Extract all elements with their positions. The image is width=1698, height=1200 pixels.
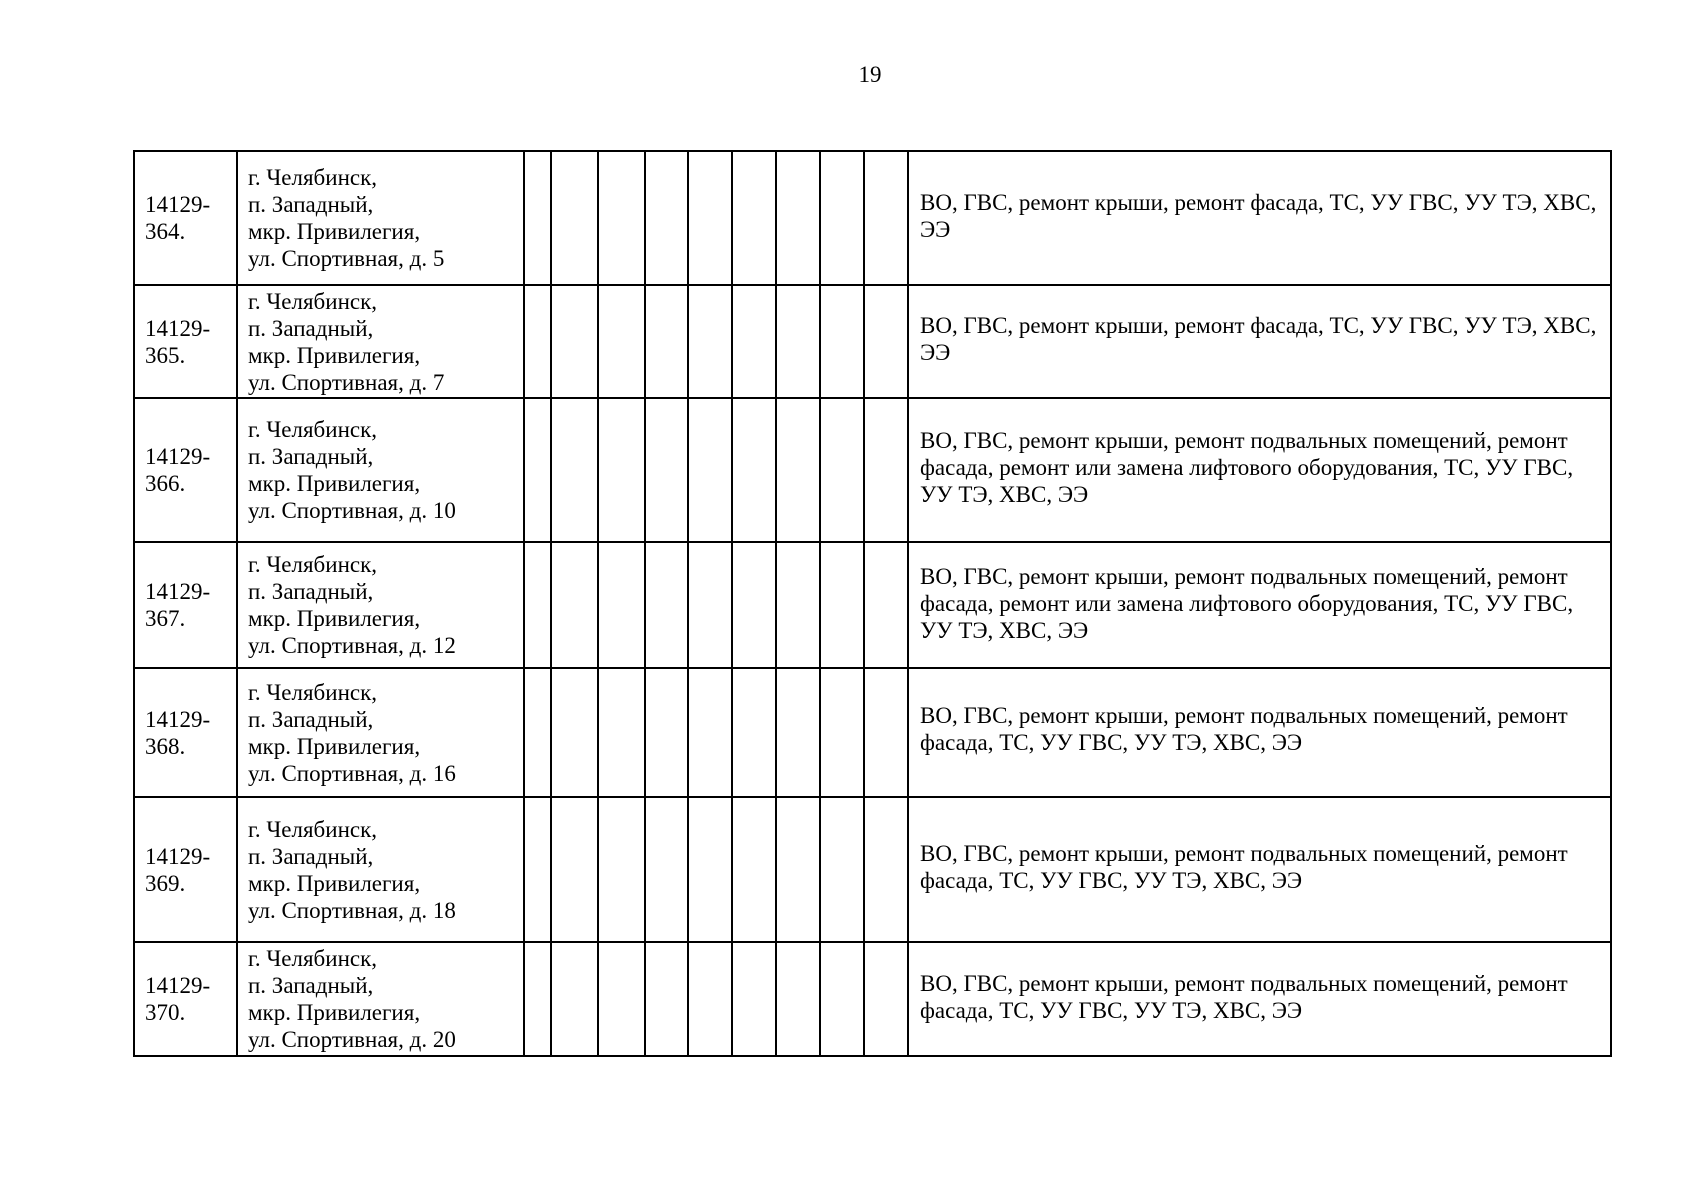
empty-cell xyxy=(820,285,864,398)
empty-cell xyxy=(864,542,908,668)
empty-cell xyxy=(645,285,688,398)
empty-cell xyxy=(551,542,598,668)
row-works: ВО, ГВС, ремонт крыши, ремонт подвальных помещений, ремонт фасада, ТС, УУ ГВС, УУ ТЭ, ХВС, ЭЭ xyxy=(920,703,1568,755)
empty-cell xyxy=(688,668,732,797)
empty-cell xyxy=(864,668,908,797)
row-works-cell xyxy=(908,797,1611,942)
row-works: ВО, ГВС, ремонт крыши, ремонт подвальных помещений, ремонт фасада, ремонт или замена лифтового оборудования, ТС, УУ ГВС, УУ ТЭ, ХВС, ЭЭ xyxy=(920,564,1574,643)
row-works-cell xyxy=(908,542,1611,668)
row-address: г. Челябинск, п. Западный, мкр. Привилегия, ул. Спортивная, д. 5 xyxy=(237,151,524,285)
row-address: г. Челябинск, п. Западный, мкр. Привилегия, ул. Спортивная, д. 18 xyxy=(237,797,524,942)
empty-cell xyxy=(732,151,776,285)
empty-cell xyxy=(688,398,732,542)
table-row xyxy=(134,151,1611,285)
empty-cell xyxy=(551,398,598,542)
empty-cell xyxy=(551,668,598,797)
empty-cell xyxy=(776,398,820,542)
row-address: г. Челябинск, п. Западный, мкр. Привилегия, ул. Спортивная, д. 16 xyxy=(237,668,524,797)
empty-cell xyxy=(820,542,864,668)
empty-cell xyxy=(645,398,688,542)
empty-cell xyxy=(732,398,776,542)
empty-cell xyxy=(598,668,645,797)
empty-cell xyxy=(776,151,820,285)
empty-cell xyxy=(688,797,732,942)
empty-cell xyxy=(864,285,908,398)
empty-cell xyxy=(645,542,688,668)
table-row xyxy=(134,398,1611,542)
empty-cell xyxy=(864,942,908,1056)
empty-cell xyxy=(598,285,645,398)
empty-cell xyxy=(776,942,820,1056)
row-works-cell xyxy=(908,285,1611,398)
empty-cell xyxy=(598,398,645,542)
empty-cell xyxy=(864,797,908,942)
row-works-cell xyxy=(908,398,1611,542)
empty-cell xyxy=(864,151,908,285)
empty-cell xyxy=(524,542,551,668)
empty-cell xyxy=(820,398,864,542)
empty-cell xyxy=(688,942,732,1056)
row-works-cell xyxy=(908,151,1611,285)
empty-cell xyxy=(732,942,776,1056)
empty-cell xyxy=(732,797,776,942)
row-number: 14129- 368. xyxy=(134,668,237,797)
row-works: ВО, ГВС, ремонт крыши, ремонт фасада, ТС, УУ ГВС, УУ ТЭ, ХВС, ЭЭ xyxy=(920,313,1597,365)
empty-cell xyxy=(645,942,688,1056)
empty-cell xyxy=(598,942,645,1056)
row-number: 14129- 370. xyxy=(134,942,237,1056)
empty-cell xyxy=(598,797,645,942)
empty-cell xyxy=(598,151,645,285)
empty-cell xyxy=(645,797,688,942)
row-works-cell xyxy=(908,942,1611,1056)
empty-cell xyxy=(776,668,820,797)
empty-cell xyxy=(820,942,864,1056)
empty-cell xyxy=(645,668,688,797)
empty-cell xyxy=(688,151,732,285)
row-number: 14129- 369. xyxy=(134,797,237,942)
empty-cell xyxy=(524,942,551,1056)
row-address: г. Челябинск, п. Западный, мкр. Привилегия, ул. Спортивная, д. 20 xyxy=(237,942,524,1056)
table-row xyxy=(134,668,1611,797)
row-address: г. Челябинск, п. Западный, мкр. Привилегия, ул. Спортивная, д. 12 xyxy=(237,542,524,668)
empty-cell xyxy=(688,285,732,398)
empty-cell xyxy=(732,542,776,668)
empty-cell xyxy=(524,398,551,542)
table-row xyxy=(134,942,1611,1056)
empty-cell xyxy=(551,285,598,398)
empty-cell xyxy=(776,542,820,668)
row-number: 14129- 364. xyxy=(134,151,237,285)
row-number: 14129- 367. xyxy=(134,542,237,668)
empty-cell xyxy=(524,797,551,942)
row-works: ВО, ГВС, ремонт крыши, ремонт подвальных помещений, ремонт фасада, ремонт или замена лифтового оборудования, ТС, УУ ГВС, УУ ТЭ, ХВС, ЭЭ xyxy=(920,428,1574,507)
empty-cell xyxy=(820,797,864,942)
table-row xyxy=(134,797,1611,942)
table-row xyxy=(134,285,1611,398)
empty-cell xyxy=(598,542,645,668)
empty-cell xyxy=(820,151,864,285)
page-number: 19 xyxy=(858,62,882,87)
empty-cell xyxy=(551,151,598,285)
row-number: 14129- 366. xyxy=(134,398,237,542)
row-works: ВО, ГВС, ремонт крыши, ремонт подвальных помещений, ремонт фасада, ТС, УУ ГВС, УУ ТЭ, ХВС, ЭЭ xyxy=(920,971,1568,1023)
empty-cell xyxy=(688,542,732,668)
empty-cell xyxy=(645,151,688,285)
empty-cell xyxy=(524,668,551,797)
row-works-cell xyxy=(908,668,1611,797)
repair-program-table xyxy=(133,150,1612,1057)
empty-cell xyxy=(864,398,908,542)
empty-cell xyxy=(776,797,820,942)
row-works: ВО, ГВС, ремонт крыши, ремонт подвальных помещений, ремонт фасада, ТС, УУ ГВС, УУ ТЭ, ХВС, ЭЭ xyxy=(920,841,1568,893)
empty-cell xyxy=(551,942,598,1056)
empty-cell xyxy=(524,285,551,398)
empty-cell xyxy=(732,668,776,797)
empty-cell xyxy=(732,285,776,398)
row-number: 14129- 365. xyxy=(134,285,237,398)
empty-cell xyxy=(524,151,551,285)
empty-cell xyxy=(776,285,820,398)
row-address: г. Челябинск, п. Западный, мкр. Привилегия, ул. Спортивная, д. 10 xyxy=(237,398,524,542)
row-works: ВО, ГВС, ремонт крыши, ремонт фасада, ТС, УУ ГВС, УУ ТЭ, ХВС, ЭЭ xyxy=(920,190,1597,242)
empty-cell xyxy=(820,668,864,797)
empty-cell xyxy=(551,797,598,942)
row-address: г. Челябинск, п. Западный, мкр. Привилегия, ул. Спортивная, д. 7 xyxy=(237,285,524,398)
table-row xyxy=(134,542,1611,668)
